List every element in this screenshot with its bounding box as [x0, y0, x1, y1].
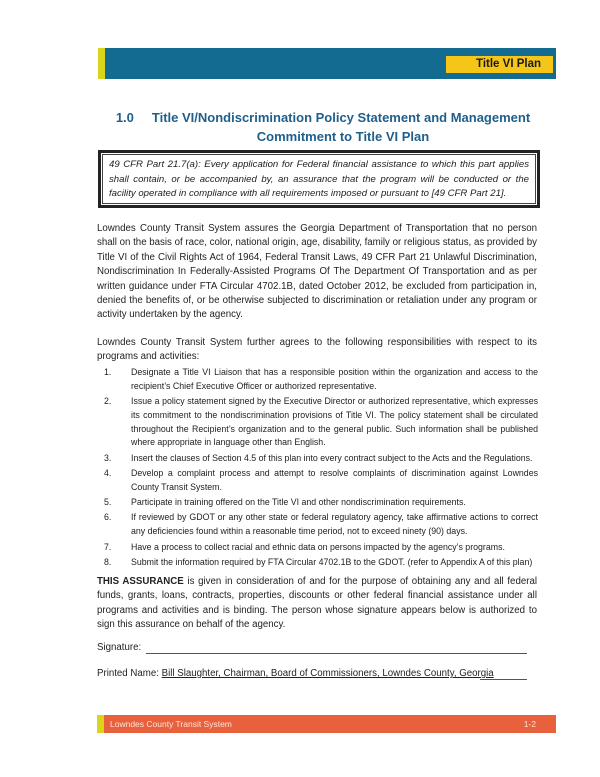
- list-item: 2. Issue a policy statement signed by the Executive Director or authorized representative, which expresses its commitment to the nondiscrimination provisions of Title VI. The policy statement shall be circulated throughout the Recipient’s organization and to the general public. Such information shall be published where appropriate in language other than English.: [104, 396, 538, 448]
- section-title-line1: Title VI/Nondiscrimination Policy Statement and Management: [151, 110, 531, 125]
- responsibilities-list: [104, 366, 538, 571]
- assurance-bold-lead: THIS ASSURANCE: [97, 576, 184, 587]
- assurance-intro-paragraph: Lowndes County Transit System assures the Georgia Department of Transportation that no person shall on the basis of race, color, national origin, age, disability, family or religious status, as provided by Title VI of the Civil Rights Act of 1964, Federal Transit Laws, 49 CFR Part 21 Unlawful Discrimination, Nondiscrimination In Federally-Assisted Programs Of The Department Of Transportation and as per written guidance under FTA Circular 4702.1B, dated October 2012, be excluded from participation in, denied the benefits of, or be otherwise subjected to discrimination or retaliation under any program or activity undertaken by the agency.: [97, 223, 537, 321]
- list-item: 7. Have a process to collect racial and ethnic data on persons impacted by the agency’s programs.: [104, 541, 505, 552]
- assurance-statement-paragraph: THIS ASSURANCE is given in consideration of and for the purpose of obtaining any and all federal funds, grants, loans, contracts, properties, discounts or other federal financial assistance under all programs and activities and is binding. The person whose signature appears below is authorized to sign this assurance on behalf of the agency.: [97, 576, 537, 631]
- signature-field[interactable]: [146, 653, 527, 654]
- footer-page-number: 1-2: [523, 719, 536, 729]
- section-number: 1.0: [115, 110, 134, 125]
- printed-name-value: Bill Slaughter, Chairman, Board of Commissioners, Lowndes County, Georgia: [161, 668, 494, 679]
- footer-accent: [97, 715, 104, 733]
- list-item: 8. Submit the information required by FTA Circular 4702.1B to the GDOT. (refer to Appendix A of this plan): [104, 556, 533, 567]
- header-tab-label: Title VI Plan: [446, 56, 553, 73]
- printed-name-underline: [480, 679, 527, 680]
- cfr-quote-box: [98, 150, 540, 208]
- signature-label: Signature:: [97, 642, 142, 653]
- footer-organization: Lowndes County Transit System: [110, 719, 232, 729]
- section-title-line2: Commitment to Title VI Plan: [256, 129, 430, 144]
- section-title: [98, 108, 548, 146]
- footer-bar: [97, 715, 556, 733]
- header-accent: [98, 48, 105, 79]
- header-bar: [98, 48, 556, 79]
- cfr-quote-text: 49 CFR Part 21.7(a): Every application for Federal financial assistance to which this part applies shall contain, or be accompanied by, an assurance that the program will be conducted or the facility operated in compliance with all requirements imposed or pursuant to [49 CFR Part 21].: [102, 154, 536, 204]
- printed-name: [97, 668, 494, 679]
- list-item: 1. Designate a Title VI Liaison that has a responsible position within the organization and access to the recipient’s Chief Executive Officer or authorized representative.: [104, 367, 538, 391]
- list-item: 4. Develop a complaint process and attempt to resolve complaints of discrimination against Lowndes County Transit System.: [104, 468, 538, 492]
- responsibilities-intro-paragraph: Lowndes County Transit System further agrees to the following responsibilities with respect to its programs and activities:: [97, 337, 537, 363]
- list-item: 5. Participate in training offered on the Title VI and other nondiscrimination requirements.: [104, 497, 466, 508]
- printed-name-label: Printed Name:: [97, 668, 162, 679]
- list-item: 6. If reviewed by GDOT or any other state or federal regulatory agency, take affirmative actions to correct any deficiencies found within a reasonable time period, not to exceed ninety (90) days.: [104, 512, 538, 537]
- list-item: 3. Insert the clauses of Section 4.5 of this plan into every contract subject to the Acts and the Regulations.: [104, 452, 533, 463]
